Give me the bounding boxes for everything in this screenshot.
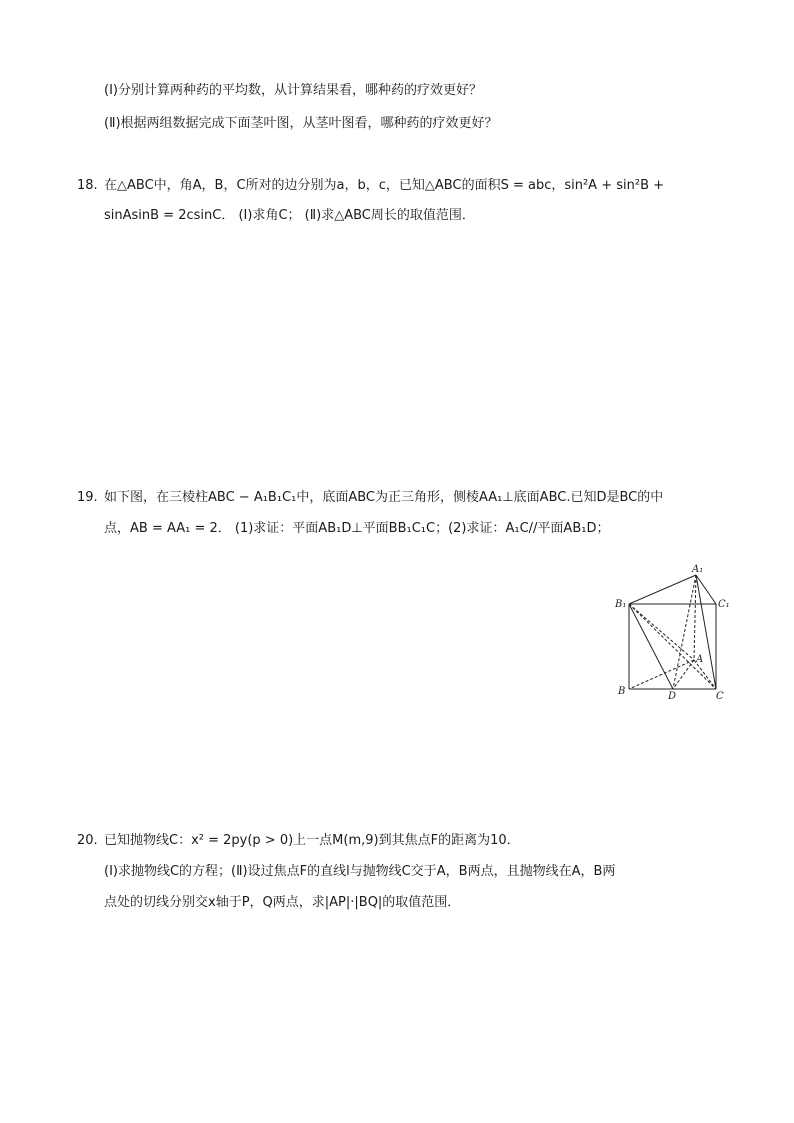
label-b: B <box>618 686 626 697</box>
q17-part1: (Ⅰ)分别计算两种药的平均数，从计算结果看，哪种药的疗效更好？ <box>104 83 482 98</box>
q19-number: 19. <box>77 490 98 505</box>
label-b1: B₁ <box>615 599 627 610</box>
q20-line1: 已知抛物线C：x² = 2py(p > 0)上一点M(m,9)到其焦点F的距离为10． <box>104 833 520 848</box>
q18-line2: sinAsinB = 2csinC． (Ⅰ)求角C； (Ⅱ)求△ABC周长的取值范围． <box>104 208 475 223</box>
q18-line1: 在△ABC中，角A，B，C所对的边分别为a，b，c，已知△ABC的面积S = abc，sin²A + sin²B + <box>104 178 665 193</box>
label-c1: C₁ <box>718 599 730 610</box>
label-a: A <box>696 654 704 665</box>
q19-line2: 点，AB = AA₁ = 2． (1)求证：平面AB₁D⊥平面BB₁C₁C；(2)求证：A₁C//平面AB₁D； <box>104 521 610 536</box>
q19-line1: 如下图，在三棱柱ABC − A₁B₁C₁中，底面ABC为正三角形，侧棱AA₁⊥底面ABC.已知D是BC的中 <box>104 490 664 505</box>
q20-number: 20. <box>77 833 98 848</box>
q20-line3: 点处的切线分别交x轴于P，Q两点，求|AP|·|BQ|的取值范围． <box>104 895 461 910</box>
edge-b1-a <box>629 604 694 660</box>
q17-part2: (Ⅱ)根据两组数据完成下面茎叶图，从茎叶图看，哪种药的疗效更好？ <box>104 116 498 131</box>
edge-a-b <box>629 660 694 689</box>
label-d: D <box>668 691 677 702</box>
q18-number: 18. <box>77 178 98 193</box>
prism-figure <box>612 560 734 702</box>
edge-a1-a <box>694 575 696 660</box>
label-a1: A₁ <box>692 564 704 575</box>
label-c: C <box>716 691 724 702</box>
edge-b1-a1 <box>629 575 696 604</box>
edge-a1-d <box>673 575 696 689</box>
q20-line2: (Ⅰ)求抛物线C的方程；(Ⅱ)设过焦点F的直线l与抛物线C交于A，B两点，且抛物线在A，B两 <box>104 864 616 879</box>
edge-b1-d <box>629 604 673 689</box>
